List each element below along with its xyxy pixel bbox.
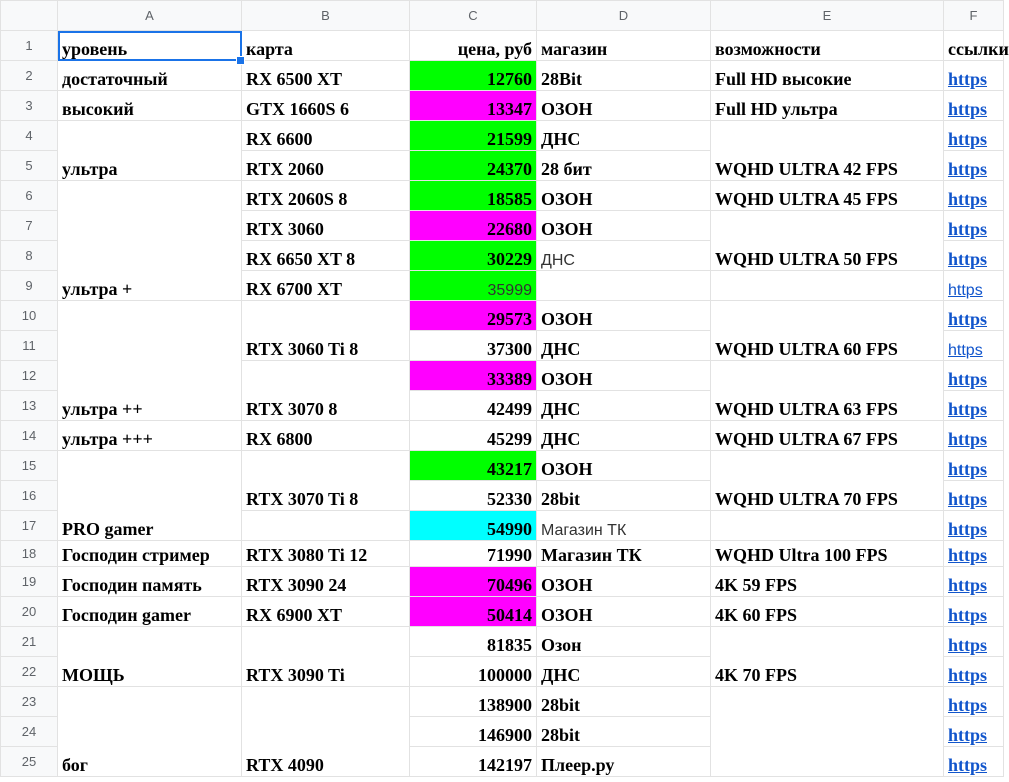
cell-price[interactable]: 24370 <box>410 151 537 181</box>
cell-card-merged[interactable]: RTX 4090 <box>242 687 410 777</box>
cell-price[interactable]: 37300 <box>410 331 537 361</box>
cell-link[interactable]: https <box>944 597 1004 627</box>
row-header[interactable]: 8 <box>1 241 58 271</box>
row-header[interactable]: 20 <box>1 597 58 627</box>
cell-card[interactable]: RX 6900 XT <box>242 597 410 627</box>
cell-shop[interactable]: ДНС <box>537 421 711 451</box>
cell-shop[interactable]: ОЗОН <box>537 451 711 481</box>
cell-shop[interactable]: ДНС <box>537 121 711 151</box>
cell-link[interactable]: https <box>944 657 1004 687</box>
cell-shop[interactable]: ОЗОН <box>537 361 711 391</box>
cell-level-merged[interactable]: PRO gamer <box>58 451 242 541</box>
row-header[interactable]: 18 <box>1 541 58 567</box>
cell-link[interactable]: https <box>944 717 1004 747</box>
cell-features[interactable]: WQHD ULTRA 45 FPS <box>711 181 944 211</box>
cell-level-merged[interactable]: ультра <box>58 121 242 181</box>
column-header-e[interactable]: E <box>711 1 944 31</box>
row-header[interactable]: 19 <box>1 567 58 597</box>
cell-level[interactable]: Господин память <box>58 567 242 597</box>
cell-level-merged[interactable]: бог <box>58 687 242 777</box>
cell-link[interactable]: https <box>944 687 1004 717</box>
cell-card[interactable]: RX 6800 <box>242 421 410 451</box>
cell-link[interactable]: https <box>944 271 1004 301</box>
cell-link[interactable]: https <box>944 421 1004 451</box>
cell-shop[interactable]: ОЗОН <box>537 301 711 331</box>
cell-shop[interactable]: 28 бит <box>537 151 711 181</box>
cell-link[interactable]: https <box>944 511 1004 541</box>
cell-link[interactable]: https <box>944 121 1004 151</box>
cell-shop[interactable]: ДНС <box>537 241 711 271</box>
cell-card-merged[interactable]: RTX 3070 Ti 8 <box>242 451 410 511</box>
cell-card[interactable]: RTX 3090 24 <box>242 567 410 597</box>
cell-price[interactable]: 142197 <box>410 747 537 777</box>
cell-features-merged[interactable]: WQHD ULTRA 60 FPS <box>711 301 944 361</box>
cell-price[interactable]: 18585 <box>410 181 537 211</box>
row-header[interactable]: 1 <box>1 31 58 61</box>
cell-features-merged[interactable]: WQHD ULTRA 70 FPS <box>711 451 944 511</box>
cell-card[interactable]: RTX 3060 <box>242 211 410 241</box>
row-header[interactable]: 3 <box>1 91 58 121</box>
cell-card[interactable]: RTX 2060 <box>242 151 410 181</box>
cell-price[interactable]: 100000 <box>410 657 537 687</box>
cell-link[interactable]: https <box>944 331 1004 361</box>
cell-b1-card-header[interactable]: карта <box>242 31 410 61</box>
cell-features-empty[interactable] <box>711 271 944 301</box>
cell-price[interactable]: 70496 <box>410 567 537 597</box>
cell-link[interactable]: https <box>944 301 1004 331</box>
row-header[interactable]: 16 <box>1 481 58 511</box>
cell-shop[interactable]: ОЗОН <box>537 181 711 211</box>
cell-price[interactable]: 22680 <box>410 211 537 241</box>
cell-e1-features-header[interactable]: возможности <box>711 31 944 61</box>
column-header-c[interactable]: C <box>410 1 537 31</box>
cell-price[interactable]: 21599 <box>410 121 537 151</box>
row-header[interactable]: 6 <box>1 181 58 211</box>
cell-shop[interactable]: ДНС <box>537 331 711 361</box>
row-header[interactable]: 17 <box>1 511 58 541</box>
select-all-corner[interactable] <box>1 1 58 31</box>
cell-price[interactable]: 71990 <box>410 541 537 567</box>
cell-features-merged[interactable]: WQHD ULTRA 42 FPS <box>711 121 944 181</box>
column-header-f[interactable]: F <box>944 1 1004 31</box>
cell-card[interactable]: RTX 3080 Ti 12 <box>242 541 410 567</box>
cell-a1-level-header[interactable]: уровень <box>58 31 242 61</box>
cell-level-merged[interactable]: ультра + <box>58 181 242 301</box>
cell-shop[interactable]: ДНС <box>537 657 711 687</box>
cell-link[interactable]: https <box>944 451 1004 481</box>
cell-link[interactable]: https <box>944 747 1004 777</box>
cell-features-empty[interactable] <box>711 687 944 777</box>
cell-level[interactable]: Господин стример <box>58 541 242 567</box>
cell-level-merged[interactable]: МОЩЬ <box>58 627 242 687</box>
cell-d1-shop-header[interactable]: магазин <box>537 31 711 61</box>
cell-f1-links-header[interactable]: ссылки <box>944 31 1004 61</box>
cell-features[interactable]: 4K 60 FPS <box>711 597 944 627</box>
cell-link[interactable]: https <box>944 151 1004 181</box>
cell-level[interactable]: высокий <box>58 91 242 121</box>
cell-link[interactable]: https <box>944 361 1004 391</box>
row-header[interactable]: 4 <box>1 121 58 151</box>
cell-link[interactable]: https <box>944 481 1004 511</box>
cell-price[interactable]: 81835 <box>410 627 537 657</box>
cell-features-merged[interactable]: WQHD ULTRA 63 FPS <box>711 361 944 421</box>
cell-card[interactable]: RX 6650 XT 8 <box>242 241 410 271</box>
column-header-d[interactable]: D <box>537 1 711 31</box>
row-header[interactable]: 7 <box>1 211 58 241</box>
cell-card[interactable]: RTX 2060S 8 <box>242 181 410 211</box>
row-header[interactable]: 5 <box>1 151 58 181</box>
cell-level-merged[interactable]: ультра ++ <box>58 301 242 421</box>
cell-shop[interactable]: ОЗОН <box>537 211 711 241</box>
cell-level[interactable]: достаточный <box>58 61 242 91</box>
cell-price[interactable]: 52330 <box>410 481 537 511</box>
row-header[interactable]: 10 <box>1 301 58 331</box>
cell-shop[interactable]: Озон <box>537 627 711 657</box>
row-header[interactable]: 21 <box>1 627 58 657</box>
cell-link[interactable]: https <box>944 91 1004 121</box>
cell-c1-price-header[interactable]: цена, руб <box>410 31 537 61</box>
cell-price[interactable]: 146900 <box>410 717 537 747</box>
cell-link[interactable]: https <box>944 181 1004 211</box>
cell-price[interactable]: 45299 <box>410 421 537 451</box>
row-header[interactable]: 23 <box>1 687 58 717</box>
cell-features[interactable]: Full HD ультра <box>711 91 944 121</box>
cell-link[interactable]: https <box>944 541 1004 567</box>
row-header[interactable]: 24 <box>1 717 58 747</box>
cell-link[interactable]: https <box>944 241 1004 271</box>
cell-price[interactable]: 13347 <box>410 91 537 121</box>
cell-price[interactable]: 42499 <box>410 391 537 421</box>
cell-features[interactable]: WQHD Ultra 100 FPS <box>711 541 944 567</box>
cell-shop[interactable]: 28bit <box>537 481 711 511</box>
cell-features-merged[interactable]: 4K 70 FPS <box>711 627 944 687</box>
row-header[interactable]: 2 <box>1 61 58 91</box>
cell-shop[interactable]: Магазин ТК <box>537 541 711 567</box>
row-header[interactable]: 22 <box>1 657 58 687</box>
cell-card-merged[interactable]: RTX 3060 Ti 8 <box>242 301 410 361</box>
cell-link[interactable]: https <box>944 211 1004 241</box>
row-header[interactable]: 25 <box>1 747 58 777</box>
cell-card[interactable]: RX 6700 XT <box>242 271 410 301</box>
cell-card-merged[interactable]: RTX 3090 Ti <box>242 627 410 687</box>
row-header[interactable]: 11 <box>1 331 58 361</box>
cell-card[interactable]: GTX 1660S 6 <box>242 91 410 121</box>
cell-price[interactable]: 50414 <box>410 597 537 627</box>
cell-shop[interactable]: ОЗОН <box>537 597 711 627</box>
row-header[interactable]: 14 <box>1 421 58 451</box>
cell-price[interactable]: 138900 <box>410 687 537 717</box>
cell-link[interactable]: https <box>944 627 1004 657</box>
selection-fill-handle[interactable] <box>236 56 245 65</box>
cell-shop[interactable]: 28bit <box>537 687 711 717</box>
cell-shop-empty[interactable] <box>537 271 711 301</box>
cell-link[interactable]: https <box>944 391 1004 421</box>
cell-features-empty[interactable] <box>711 511 944 541</box>
row-header[interactable]: 15 <box>1 451 58 481</box>
cell-card[interactable]: RX 6500 XT <box>242 61 410 91</box>
cell-level[interactable]: Господин gamer <box>58 597 242 627</box>
column-header-b[interactable]: B <box>242 1 410 31</box>
cell-features[interactable]: Full HD высокие <box>711 61 944 91</box>
cell-price[interactable]: 54990 <box>410 511 537 541</box>
cell-price[interactable]: 30229 <box>410 241 537 271</box>
cell-shop[interactable]: Плеер.ру <box>537 747 711 777</box>
cell-shop[interactable]: 28bit <box>537 717 711 747</box>
cell-price[interactable]: 33389 <box>410 361 537 391</box>
row-header[interactable]: 12 <box>1 361 58 391</box>
cell-shop[interactable]: ДНС <box>537 391 711 421</box>
cell-shop[interactable]: ОЗОН <box>537 91 711 121</box>
cell-link[interactable]: https <box>944 61 1004 91</box>
cell-level[interactable]: ультра +++ <box>58 421 242 451</box>
cell-features[interactable]: 4K 59 FPS <box>711 567 944 597</box>
cell-link[interactable]: https <box>944 567 1004 597</box>
cell-card[interactable]: RX 6600 <box>242 121 410 151</box>
cell-price[interactable]: 43217 <box>410 451 537 481</box>
column-header-a[interactable]: A <box>58 1 242 31</box>
row-header[interactable]: 13 <box>1 391 58 421</box>
cell-features[interactable]: WQHD ULTRA 67 FPS <box>711 421 944 451</box>
cell-price[interactable]: 12760 <box>410 61 537 91</box>
cell-price[interactable]: 29573 <box>410 301 537 331</box>
cell-features-merged[interactable]: WQHD ULTRA 50 FPS <box>711 211 944 271</box>
cell-card-merged[interactable]: RTX 3070 8 <box>242 361 410 421</box>
cell-shop[interactable]: Магазин ТК <box>537 511 711 541</box>
row-header[interactable]: 9 <box>1 271 58 301</box>
cell-shop[interactable]: 28Bit <box>537 61 711 91</box>
cell-card-empty[interactable] <box>242 511 410 541</box>
cell-price[interactable]: 35999 <box>410 271 537 301</box>
cell-shop[interactable]: ОЗОН <box>537 567 711 597</box>
